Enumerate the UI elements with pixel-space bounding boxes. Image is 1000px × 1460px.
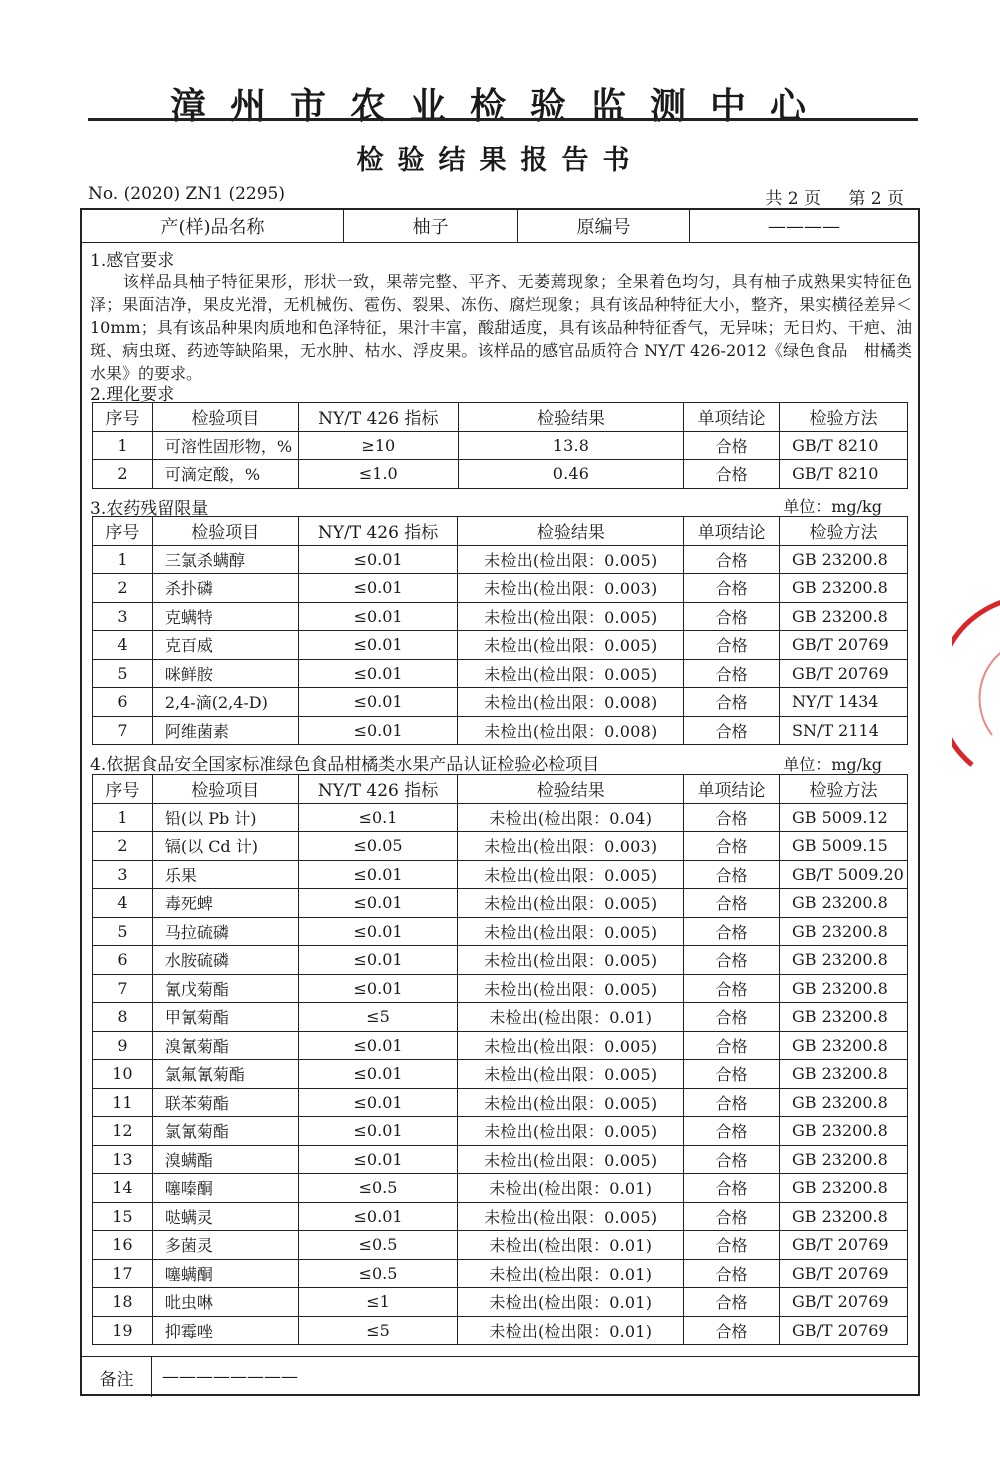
test-result: 未检出(检出限：0.005): [458, 974, 684, 1003]
standard-limit: ≤0.01: [298, 946, 458, 975]
test-result: 未检出(检出限：0.005): [458, 1145, 684, 1174]
conclusion: 合格: [684, 832, 780, 861]
test-result: 未检出(检出限：0.005): [458, 1031, 684, 1060]
standard-limit: ≤0.01: [298, 716, 458, 745]
report-number: No. (2020) ZN1 (2295): [88, 184, 285, 204]
table-row: [93, 1060, 908, 1089]
table-row: [93, 1117, 908, 1146]
test-item: 哒螨灵: [152, 1202, 298, 1231]
test-method: GB 23200.8: [780, 574, 908, 603]
conclusion: 合格: [684, 860, 780, 889]
test-method: NY/T 1434: [780, 688, 908, 717]
conclusion: 合格: [684, 1088, 780, 1117]
standard-limit: ≤0.01: [298, 1031, 458, 1060]
standard-limit: ≤0.1: [298, 803, 458, 832]
conclusion: 合格: [684, 917, 780, 946]
table-row: [93, 974, 908, 1003]
column-header: NY/T 426 指标: [298, 775, 458, 804]
standard-limit: ≤0.01: [298, 631, 458, 660]
standard-limit: ≤0.01: [298, 688, 458, 717]
section-3-unit: 单位：mg/kg: [783, 497, 882, 516]
org-name: 漳州市农业检验监测中心: [169, 86, 830, 127]
standard-limit: ≤0.5: [298, 1231, 458, 1260]
column-header: 检验方法: [780, 517, 908, 546]
test-item: 可溶性固形物，%: [152, 431, 298, 460]
row-number: 4: [93, 631, 153, 660]
product-row: [82, 210, 918, 243]
table-row: [93, 431, 908, 460]
test-method: GB 23200.8: [779, 1117, 907, 1146]
standard-limit: ≤0.01: [298, 917, 458, 946]
column-header: NY/T 426 指标: [298, 403, 458, 432]
test-item: 铅(以 Pb 计): [152, 803, 298, 832]
standard-limit: ≤0.01: [298, 1117, 458, 1146]
standard-limit: ≤0.01: [298, 860, 458, 889]
conclusion: 合格: [684, 602, 780, 631]
test-method: GB 23200.8: [780, 545, 908, 574]
conclusion: 合格: [684, 889, 780, 918]
test-result: 未检出(检出限：0.005): [458, 1088, 684, 1117]
test-item: 三氯杀螨醇: [152, 545, 298, 574]
conclusion: 合格: [684, 1145, 780, 1174]
test-method: GB 23200.8: [779, 1060, 907, 1089]
standard-limit: ≤0.5: [298, 1259, 458, 1288]
column-header: 检验方法: [780, 403, 908, 432]
conclusion: 合格: [684, 716, 780, 745]
test-result: 未检出(检出限：0.01): [458, 1259, 684, 1288]
row-number: 17: [93, 1259, 153, 1288]
table-row: [93, 688, 908, 717]
total-pages: 共 2 页: [765, 189, 821, 209]
test-result: 未检出(检出限：0.04): [458, 803, 684, 832]
table-row: [93, 889, 908, 918]
test-result: 未检出(检出限：0.01): [458, 1003, 684, 1032]
test-method: GB 23200.8: [779, 1174, 907, 1203]
original-number-label: 原编号: [518, 210, 690, 242]
test-result: 未检出(检出限：0.005): [458, 1060, 684, 1089]
table-row: [93, 1174, 908, 1203]
test-result: 未检出(检出限：0.005): [458, 545, 684, 574]
table-row: [93, 1259, 908, 1288]
standard-limit: ≤0.01: [298, 602, 458, 631]
row-number: 1: [93, 431, 153, 460]
row-number: 8: [93, 1003, 153, 1032]
row-number: 9: [93, 1031, 153, 1060]
row-number: 5: [93, 917, 153, 946]
standard-limit: ≤0.01: [298, 1202, 458, 1231]
test-result: 0.46: [458, 460, 683, 489]
table-row: [93, 574, 908, 603]
certification-items-table: [92, 774, 908, 1345]
column-header: 序号: [93, 403, 153, 432]
section-4-unit: 单位：mg/kg: [783, 755, 882, 774]
standard-limit: ≥10: [298, 431, 458, 460]
conclusion: 合格: [684, 946, 780, 975]
test-item: 咪鲜胺: [152, 659, 298, 688]
table-row: [93, 716, 908, 745]
table-row: [93, 803, 908, 832]
conclusion: 合格: [684, 1259, 780, 1288]
table-row: [93, 1145, 908, 1174]
test-item: 抑霉唑: [152, 1316, 298, 1345]
test-result: 未检出(检出限：0.005): [458, 860, 684, 889]
test-item: 水胺硫磷: [152, 946, 298, 975]
standard-limit: ≤0.01: [298, 574, 458, 603]
test-result: 未检出(检出限：0.005): [458, 946, 684, 975]
test-item: 乐果: [152, 860, 298, 889]
table-header-row: [93, 517, 908, 546]
test-method: GB 23200.8: [779, 1031, 907, 1060]
test-item: 氯氰菊酯: [152, 1117, 298, 1146]
test-result: 未检出(检出限：0.005): [458, 1117, 684, 1146]
test-result: 未检出(检出限：0.005): [458, 1202, 684, 1231]
column-header: 检验项目: [152, 517, 298, 546]
row-number: 7: [93, 716, 153, 745]
section-1-title: 1.感官要求: [90, 251, 175, 271]
row-number: 3: [93, 860, 153, 889]
remark-value: ————————: [162, 1367, 298, 1387]
test-method: GB 23200.8: [779, 1003, 907, 1032]
test-result: 未检出(检出限：0.01): [458, 1231, 684, 1260]
test-result: 未检出(检出限：0.008): [458, 716, 684, 745]
conclusion: 合格: [684, 1031, 780, 1060]
standard-limit: ≤1: [298, 1288, 458, 1317]
test-result: 未检出(检出限：0.005): [458, 602, 684, 631]
test-result: 未检出(检出限：0.01): [458, 1174, 684, 1203]
conclusion: 合格: [684, 1202, 780, 1231]
conclusion: 合格: [684, 574, 780, 603]
conclusion: 合格: [684, 1316, 780, 1345]
test-item: 毒死蜱: [152, 889, 298, 918]
test-item: 联苯菊酯: [152, 1088, 298, 1117]
test-item: 镉(以 Cd 计): [152, 832, 298, 861]
test-method: GB 23200.8: [780, 602, 908, 631]
test-method: GB/T 20769: [779, 1316, 907, 1345]
conclusion: 合格: [684, 974, 780, 1003]
row-number: 6: [93, 946, 153, 975]
test-result: 未检出(检出限：0.01): [458, 1316, 684, 1345]
remark-row: [82, 1356, 918, 1397]
table-header-row: [93, 775, 908, 804]
test-method: SN/T 2114: [780, 716, 908, 745]
test-item: 噻嗪酮: [152, 1174, 298, 1203]
test-method: GB/T 5009.20: [779, 860, 907, 889]
column-header: 检验方法: [779, 775, 907, 804]
test-method: GB/T 8210: [780, 431, 908, 460]
product-name-value: 柚子: [344, 210, 518, 242]
row-number: 19: [93, 1316, 153, 1345]
test-method: GB/T 20769: [779, 1259, 907, 1288]
conclusion: 合格: [684, 1174, 780, 1203]
test-method: GB 23200.8: [779, 1145, 907, 1174]
test-item: 噻螨酮: [152, 1259, 298, 1288]
column-header: 序号: [93, 775, 153, 804]
test-item: 可滴定酸，%: [152, 460, 298, 489]
standard-limit: ≤5: [298, 1316, 458, 1345]
page-info: [759, 184, 904, 209]
physicochemical-table: [92, 402, 908, 489]
test-method: GB 23200.8: [779, 946, 907, 975]
row-number: 18: [93, 1288, 153, 1317]
table-row: [93, 1231, 908, 1260]
standard-limit: ≤0.01: [298, 659, 458, 688]
row-number: 15: [93, 1202, 153, 1231]
table-row: [93, 1088, 908, 1117]
row-number: 1: [93, 545, 153, 574]
test-item: 杀扑磷: [152, 574, 298, 603]
column-header: 检验结果: [458, 775, 684, 804]
table-row: [93, 1031, 908, 1060]
row-number: 2: [93, 574, 153, 603]
row-number: 6: [93, 688, 153, 717]
table-row: [93, 631, 908, 660]
test-result: 未检出(检出限：0.005): [458, 631, 684, 660]
conclusion: 合格: [684, 1003, 780, 1032]
column-header: NY/T 426 指标: [298, 517, 458, 546]
test-method: GB 5009.12: [779, 803, 907, 832]
test-item: 溴氰菊酯: [152, 1031, 298, 1060]
row-number: 4: [93, 889, 153, 918]
row-number: 5: [93, 659, 153, 688]
row-number: 7: [93, 974, 153, 1003]
table-row: [93, 917, 908, 946]
conclusion: 合格: [684, 688, 780, 717]
section-2-title: 2.理化要求: [90, 385, 175, 405]
conclusion: 合格: [684, 659, 780, 688]
column-header: 单项结论: [684, 403, 780, 432]
column-header: 序号: [93, 517, 153, 546]
test-method: GB 23200.8: [779, 1088, 907, 1117]
table-header-row: [93, 403, 908, 432]
table-row: [93, 602, 908, 631]
test-result: 未检出(检出限：0.005): [458, 659, 684, 688]
standard-limit: ≤0.01: [298, 1060, 458, 1089]
test-result: 未检出(检出限：0.005): [458, 917, 684, 946]
test-item: 甲氰菊酯: [152, 1003, 298, 1032]
test-method: GB 23200.8: [779, 917, 907, 946]
standard-limit: ≤5: [298, 1003, 458, 1032]
report-frame: [80, 208, 920, 1396]
table-row: [93, 860, 908, 889]
test-item: 溴螨酯: [152, 1145, 298, 1174]
table-row: [93, 1288, 908, 1317]
test-item: 阿维菌素: [152, 716, 298, 745]
column-header: 单项结论: [684, 775, 780, 804]
row-number: 12: [93, 1117, 153, 1146]
pesticide-residue-table: [92, 516, 908, 745]
test-method: GB 23200.8: [779, 889, 907, 918]
section-4-title: 4.依据食品安全国家标准绿色食品柑橘类水果产品认证检验必检项目: [90, 755, 600, 775]
test-item: 2,4-滴(2,4-D): [152, 688, 298, 717]
original-number-value: ————: [768, 215, 840, 237]
column-header: 检验项目: [152, 403, 298, 432]
conclusion: 合格: [684, 803, 780, 832]
standard-limit: ≤0.01: [298, 974, 458, 1003]
column-header: 单项结论: [684, 517, 780, 546]
table-row: [93, 545, 908, 574]
header-rule: [88, 118, 918, 121]
standard-limit: ≤1.0: [298, 460, 458, 489]
remark-label: 备注: [82, 1357, 152, 1397]
row-number: 2: [93, 460, 153, 489]
standard-limit: ≤0.01: [298, 545, 458, 574]
test-item: 氯氟氰菊酯: [152, 1060, 298, 1089]
official-seal-stamp: [952, 585, 1000, 785]
test-result: 未检出(检出限：0.01): [458, 1288, 684, 1317]
test-result: 13.8: [458, 431, 683, 460]
test-item: 马拉硫磷: [152, 917, 298, 946]
column-header: 检验结果: [458, 517, 684, 546]
standard-limit: ≤0.01: [298, 1088, 458, 1117]
test-method: GB/T 20769: [780, 659, 908, 688]
test-method: GB 23200.8: [779, 1202, 907, 1231]
test-method: GB 23200.8: [779, 974, 907, 1003]
conclusion: 合格: [684, 1288, 780, 1317]
column-header: 检验项目: [152, 775, 298, 804]
test-method: GB 5009.15: [779, 832, 907, 861]
standard-limit: ≤0.01: [298, 889, 458, 918]
conclusion: 合格: [684, 1117, 780, 1146]
test-method: GB/T 8210: [780, 460, 908, 489]
row-number: 1: [93, 803, 153, 832]
sensory-text: 该样品具柚子特征果形，形状一致，果蒂完整、平齐、无萎蔫现象；全果着色均匀，具有柚子成熟果实特征色泽；果面洁净，果皮光滑，无机械伤、雹伤、裂果、冻伤、腐烂现象；具有该品种特征大小，整齐，果实横径差异＜10mm；具有该品种果肉质地和色泽特征，果汁丰富，酸甜适度，具有该品种特征香气，无异味；无日灼、干疤、油斑、病虫斑、药迹等缺陷果，无水肿、枯水、浮皮果。该样品的感官品质符合 NY/T 426-2012《绿色食品 柑橘类水果》的要求。: [90, 272, 912, 383]
row-number: 14: [93, 1174, 153, 1203]
standard-limit: ≤0.5: [298, 1174, 458, 1203]
conclusion: 合格: [684, 545, 780, 574]
test-item: 克螨特: [152, 602, 298, 631]
table-row: [93, 946, 908, 975]
row-number: 16: [93, 1231, 153, 1260]
test-item: 克百威: [152, 631, 298, 660]
table-row: [93, 1202, 908, 1231]
table-row: [93, 460, 908, 489]
test-item: 氰戊菊酯: [152, 974, 298, 1003]
current-page: 第 2 页: [848, 189, 904, 209]
test-result: 未检出(检出限：0.003): [458, 574, 684, 603]
test-method: GB/T 20769: [779, 1231, 907, 1260]
conclusion: 合格: [684, 460, 780, 489]
row-number: 3: [93, 602, 153, 631]
row-number: 10: [93, 1060, 153, 1089]
row-number: 2: [93, 832, 153, 861]
test-result: 未检出(检出限：0.005): [458, 889, 684, 918]
test-item: 多菌灵: [152, 1231, 298, 1260]
test-result: 未检出(检出限：0.008): [458, 688, 684, 717]
test-method: GB/T 20769: [779, 1288, 907, 1317]
row-number: 13: [93, 1145, 153, 1174]
table-row: [93, 832, 908, 861]
row-number: 11: [93, 1088, 153, 1117]
standard-limit: ≤0.05: [298, 832, 458, 861]
column-header: 检验结果: [458, 403, 683, 432]
table-row: [93, 1316, 908, 1345]
table-row: [93, 659, 908, 688]
test-method: GB/T 20769: [780, 631, 908, 660]
test-item: 吡虫啉: [152, 1288, 298, 1317]
report-title: 检验结果报告书: [356, 145, 644, 176]
test-result: 未检出(检出限：0.003): [458, 832, 684, 861]
product-name-label: 产(样)品名称: [82, 210, 344, 242]
standard-limit: ≤0.01: [298, 1145, 458, 1174]
conclusion: 合格: [684, 1231, 780, 1260]
conclusion: 合格: [684, 631, 780, 660]
table-row: [93, 1003, 908, 1032]
conclusion: 合格: [684, 1060, 780, 1089]
conclusion: 合格: [684, 431, 780, 460]
section-3-title: 3.农药残留限量: [90, 499, 209, 519]
